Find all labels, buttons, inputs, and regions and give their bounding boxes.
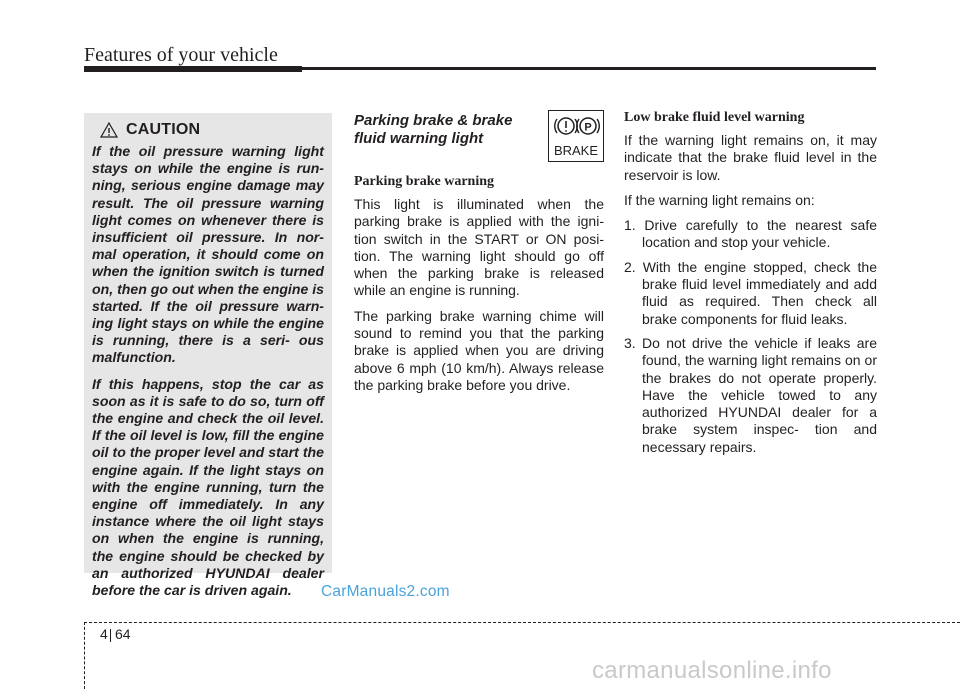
brake-warning-icon [548,110,604,162]
warning-triangle-icon [100,122,118,138]
header-rule-accent [84,66,302,72]
page-number: 64 [115,626,131,642]
parking-brake-column [354,108,604,402]
fluid-step-1: 1. Drive carefully to the nearest safe location and stop your vehicle. [624,217,877,251]
site-watermark[interactable]: carmanualsonline.info [592,657,832,684]
parking-brake-subheading: Parking brake warning [354,174,495,189]
page-header-title: Features of your vehicle [84,44,278,66]
chapter-number: 4 [100,626,108,642]
fluid-subheading: Low brake fluid level warning [624,110,805,125]
caution-title: CAUTION [126,121,201,138]
brake-symbol-graphic [549,111,603,161]
footer-margin-rule [84,622,85,689]
fluid-step-3: 3. Do not drive the vehicle if leaks are found, the warning light remains on or the brakes do not operate properly. Have the vehicle towed to any authorized HYUNDAI dealer for a brake system inspec- tion and necessary repairs. [624,334,877,455]
watermark-link[interactable]: CarManuals2.com [321,583,450,600]
caution-header [100,121,324,139]
svg-text:P: P [584,121,592,134]
parking-section-heading: Parking brake & brake fluid warning light [354,112,513,147]
fluid-step-2: 2. With the engine stopped, check the brake fluid level immediately and add fluid as required. Then check all brake components for fluid leaks. [624,258,877,327]
brake-fluid-column [624,108,877,463]
footer-rule [84,622,960,623]
brake-icon-label: BRAKE [553,143,599,158]
fluid-paragraph-2: If the warning light remains on: [624,191,815,208]
parking-paragraph-2: The parking brake warning chime will sound to remind you that the parking brake is applied when you are driving above 6 mph (10 km/h). Always release the parking brake before you drive. [354,307,604,393]
caution-box [84,113,332,599]
caution-paragraph-1: If the oil pressure warning light stays on while the engine is run- ning, serious engine damage may result. The oil pressure warning light comes on whenever there is insufficient oil pressure. In nor- mal operation, it should come on when the ignition switch is turned on, then go out when the engine is started. If the oil pressure warn- ing light stays on while the engine is running, there is a seri- ous malfunction. [92,143,324,366]
page-number-separator [110,629,111,642]
parking-paragraph-1: This light is illuminated when the parking brake is applied with the igni- tion switch in the START or ON posi- tion. The warning light should go off when the parking brake is released while an engine is running. [354,196,604,299]
caution-paragraph-2: If this happens, stop the car as soon as it is safe to do so, turn off the engine and check the oil level. If the oil level is low, fill the engine oil to the proper level and start the engine again. If the light stays on with the engine running, turn the engine off immediately. In any instance where the oil light stays on when the engine is running, the engine should be checked by an authorized HYUNDAI dealer before the car is driven again. [92,375,324,599]
fluid-paragraph-1: If the warning light remains on, it may indicate that the brake fluid level in the reservoir is low. [624,132,877,183]
